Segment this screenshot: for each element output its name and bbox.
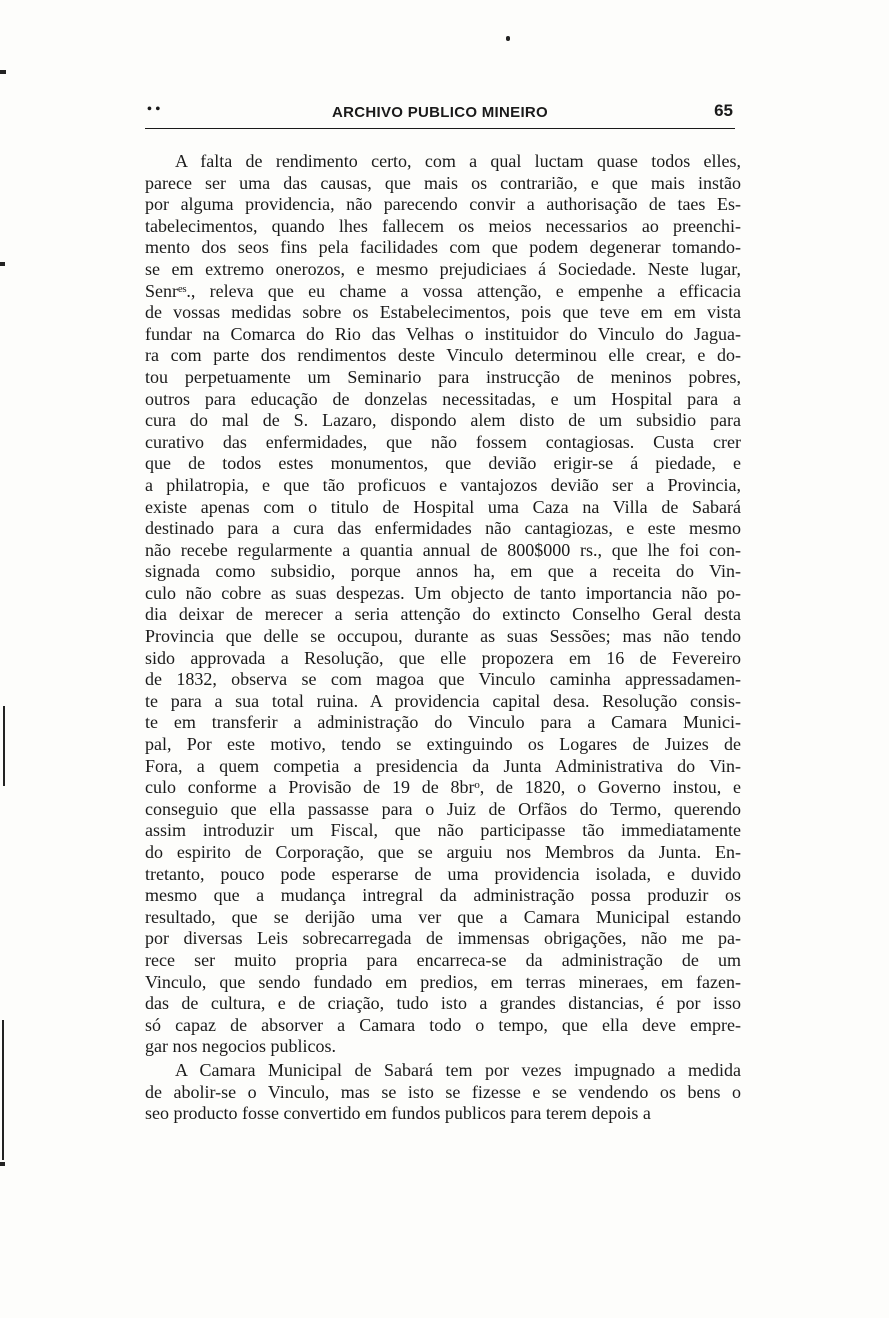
text-line: a philatropia, e que tão proficuos e vantajozos devião ser a Provincia,	[145, 474, 741, 495]
text-line: te para a sua total ruina. A providencia capital desa. Resolução consis-	[145, 690, 741, 711]
body-text	[145, 151, 741, 1125]
text-line: culo conforme a Provisão de 19 de 8brᵒ, de 1820, o Governo instou, e	[145, 777, 741, 798]
text-line: rece ser muito propria para encarreca-se da administração de um	[145, 949, 741, 970]
page-number: 65	[714, 101, 733, 120]
text-line: que de todos estes monumentos, que devião erigir-se á piedade, e	[145, 453, 741, 474]
margin-mark	[0, 70, 6, 74]
text-line: outros para educação de donzelas necessitadas, e um Hospital para a	[145, 388, 741, 409]
text-line: do espirito de Corporação, que se arguiu nos Membros da Junta. En-	[145, 842, 741, 862]
text-line: conseguio que ella passasse para o Juiz de Orfãos do Termo, querendo	[145, 798, 741, 819]
text-line: por alguma providencia, não parecendo convir a authorisação de taes Es-	[145, 194, 741, 215]
text-line: ra com parte dos rendimentos deste Vinculo determinou elle crear, e do-	[145, 345, 741, 366]
text-line: A Camara Municipal de Sabará tem por vezes impugnado a medida	[175, 1059, 741, 1080]
margin-mark	[0, 1162, 5, 1166]
text-line: cura do mal de S. Lazaro, dispondo alem disto de um subsidio para	[145, 410, 741, 431]
print-speck	[506, 36, 510, 41]
header-ornament: • •	[147, 102, 161, 117]
text-line: tou perpetuamente um Seminario para instrucção de meninos pobres,	[145, 366, 741, 387]
text-line: seo producto fosse convertido em fundos publicos para terem depois a	[145, 1103, 651, 1124]
text-line: tretanto, pouco pode esperarse de uma providencia isolada, e duvido	[145, 863, 741, 884]
margin-mark	[3, 706, 5, 786]
margin-mark	[2, 1020, 4, 1160]
text-line: dia deixar de merecer a seria attenção do extincto Conselho Geral desta	[145, 604, 741, 625]
header-rule	[145, 128, 735, 129]
text-line: te em transferir a administração do Vinculo para a Camara Munici-	[145, 712, 741, 733]
text-line: se em extremo onerozos, e mesmo prejudiciaes á Sociedade. Neste lugar,	[145, 258, 741, 279]
text-line: gar nos negocios publicos.	[145, 1036, 336, 1057]
text-line: Fora, a quem competia a presidencia da Junta Administrativa do Vin-	[145, 755, 741, 776]
text-line: Vinculo, que sendo fundado em predios, em terras mineraes, em fazen-	[145, 971, 741, 992]
text-line: assim introduzir um Fiscal, que não participasse tão immediatamente	[145, 820, 741, 841]
text-line: parece ser uma das causas, que mais os contrarião, e que mais instão	[145, 172, 741, 193]
text-line: das de cultura, e de criação, tudo isto a grandes distancias, é por isso	[145, 993, 741, 1014]
text-line: não recebe regularmente a quantia annual de 800$000 rs., que lhe foi con-	[145, 539, 741, 560]
text-line: existe apenas com o titulo de Hospital uma Caza na Villa de Sabará	[145, 496, 741, 517]
text-line: pal, Por este motivo, tendo se extinguindo os Logares de Juizes de	[145, 734, 741, 755]
paragraph	[145, 1060, 741, 1125]
text-line: Provincia que delle se occupou, durante as suas Sessões; mas não tendo	[145, 626, 741, 647]
text-line: culo não cobre as suas despezas. Um objecto de tanto importancia não po-	[145, 582, 741, 603]
text-line: por diversas Leis sobrecarregada de immensas obrigações, não me pa-	[145, 928, 741, 949]
text-line: de vossas medidas sobre os Estabelecimentos, pois que teve em em vista	[145, 302, 741, 323]
text-line: A falta de rendimento certo, com a qual luctam quase todos elles,	[175, 151, 741, 171]
text-line: mento dos seos fins pela facilidades com que podem degenerar tomando-	[145, 237, 741, 258]
text-line: curativo das enfermidades, que não fossem contagiosas. Custa crer	[145, 431, 741, 452]
text-line: de 1832, observa se com magoa que Vinculo caminha appressadamen-	[145, 669, 741, 690]
text-line: fundar na Comarca do Rio das Velhas o instituidor do Vinculo do Jagua-	[145, 323, 741, 344]
text-line: Senrᵉˢ., releva que eu chame a vossa attenção, e empenhe a efficacia	[145, 280, 741, 301]
text-line: mesmo que a mudança intregral da administração possa produzir os	[145, 885, 741, 906]
running-header	[145, 100, 735, 126]
margin-mark	[0, 262, 5, 266]
text-line: resultado, que se derijão uma ver que a Camara Municipal estando	[145, 906, 741, 927]
paragraph	[145, 151, 741, 1058]
text-line: tabelecimentos, quando lhes fallecem os meios necessarios ao preenchi-	[145, 215, 741, 236]
text-line: de abolir-se o Vinculo, mas se isto se fizesse e se vendendo os bens o	[145, 1081, 741, 1102]
header-title: ARCHIVO PUBLICO MINEIRO	[331, 104, 549, 121]
text-line: sido approvada a Resolução, que elle propozera em 16 de Fevereiro	[145, 647, 741, 668]
text-line: signada como subsidio, porque annos ha, em que a receita do Vin-	[145, 561, 741, 582]
text-line: só capaz de absorver a Camara todo o tempo, que ella deve empre-	[145, 1014, 741, 1035]
text-line: destinado para a cura das enfermidades não cantagiozas, e este mesmo	[145, 518, 741, 539]
